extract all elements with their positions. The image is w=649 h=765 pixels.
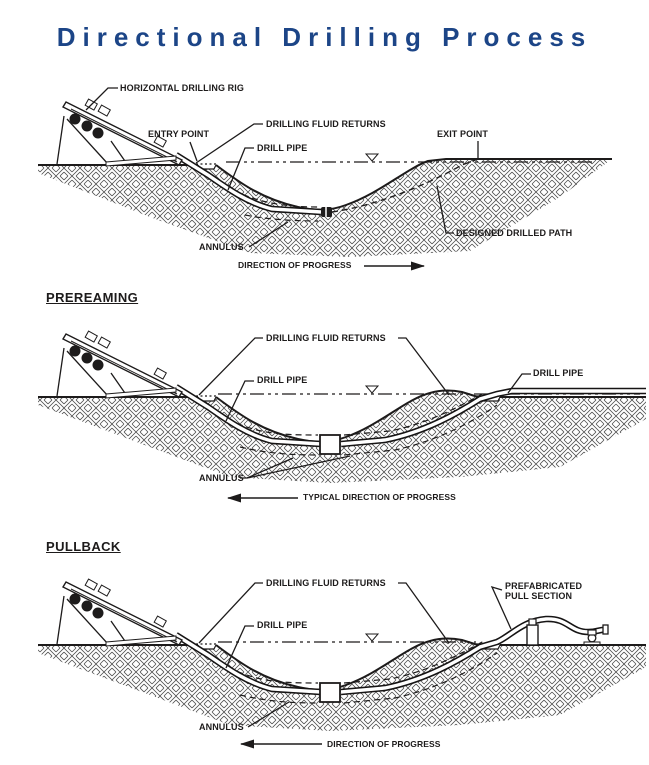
- label-drilling-fluid-returns: DRILLING FLUID RETURNS: [266, 578, 386, 588]
- label-horizontal-drilling-rig: HORIZONTAL DRILLING RIG: [120, 83, 244, 93]
- drill-rig-icon: [57, 579, 182, 646]
- label-designed-drilled-path: DESIGNED DRILLED PATH: [456, 228, 573, 238]
- label-annulus: ANNULUS: [199, 473, 244, 483]
- reamer-icon: [320, 683, 340, 702]
- label-drill-pipe: DRILL PIPE: [257, 375, 308, 385]
- label-prefabricated-pull-section: PULL SECTION: [505, 591, 573, 601]
- label-drill-pipe: DRILL PIPE: [533, 368, 584, 378]
- panel-pream: [38, 331, 646, 483]
- water-level-icon: [366, 154, 378, 161]
- water-level-icon: [366, 386, 378, 393]
- drill-rig-icon: [57, 331, 182, 398]
- label-annulus: ANNULUS: [199, 242, 244, 252]
- reamer-icon: [320, 435, 340, 454]
- label-drill-pipe: DRILL PIPE: [257, 143, 308, 153]
- water-level-icon: [366, 634, 378, 641]
- label-drill-pipe: DRILL PIPE: [257, 620, 308, 630]
- label-drilling-fluid-returns: DRILLING FLUID RETURNS: [266, 333, 386, 343]
- label-entry-point: ENTRY POINT: [148, 129, 210, 139]
- label-prefabricated-pull-section: PREFABRICATED: [505, 581, 583, 591]
- page-title: Directional Drilling Process: [56, 22, 593, 52]
- panel-pull: [38, 579, 646, 731]
- label-drilling-fluid-returns: DRILLING FLUID RETURNS: [266, 119, 386, 129]
- heading-pullback: PULLBACK: [46, 539, 121, 554]
- label-annulus: ANNULUS: [199, 722, 244, 732]
- label-exit-point: EXIT POINT: [437, 129, 489, 139]
- label-direction-of-progress: DIRECTION OF PROGRESS: [238, 260, 352, 270]
- heading-prereaming: PREREAMING: [46, 290, 139, 305]
- label-direction-of-progress: DIRECTION OF PROGRESS: [327, 739, 441, 749]
- label-typical-direction-of-progress: TYPICAL DIRECTION OF PROGRESS: [303, 492, 456, 502]
